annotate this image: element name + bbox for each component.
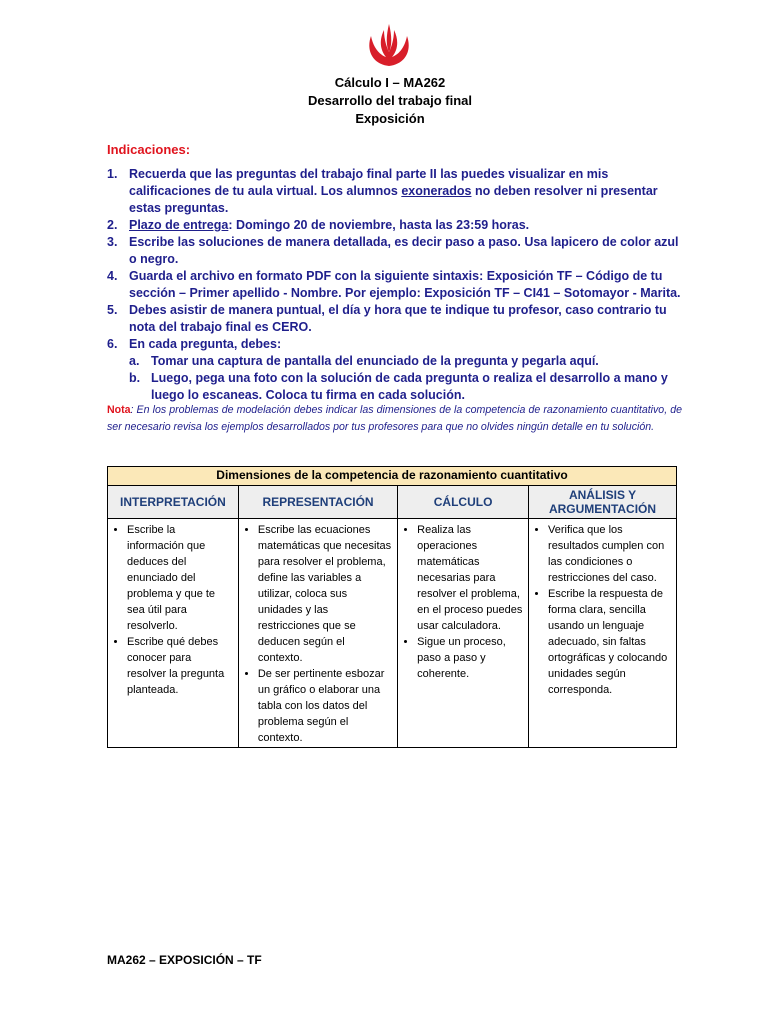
list-item: • Escribe las ecuaciones matemáticas que necesitas para resolver el problema, define las variables a utilizar, coloca sus unidades y las restricciones que se deducen según el contexto. — [258, 522, 392, 666]
list-item: 1. Recuerda que las preguntas del trabajo final parte II las puedes visualizar en mis calificaciones de tu aula virtual. Los alumnos exonerados no deben resolver ni presentar estas preguntas. — [107, 167, 658, 215]
page-footer: MA262 – EXPOSICIÓN – TF — [107, 953, 262, 967]
list-item: • Escribe qué debes conocer para resolver la pregunta planteada. — [127, 634, 233, 698]
table-cell — [238, 519, 397, 748]
list-item: • De ser pertinente esbozar un gráfico o elaborar una tabla con los datos del problema según el contexto. — [258, 666, 392, 746]
table-header: ANÁLISIS Y ARGUMENTACIÓN — [529, 486, 677, 519]
note-paragraph — [107, 402, 682, 436]
list-subitem: a. Tomar una captura de pantalla del enunciado de la pregunta y pegarla aquí. — [129, 354, 599, 368]
list-item: 4. Guarda el archivo en formato PDF con la siguiente sintaxis: Exposición TF – Código de tu sección – Primer apellido - Nombre. Por ejemplo: Exposición TF – CI41 – Sotomayor - Marita. — [107, 269, 681, 300]
note-text: : En los problemas de modelación debes indicar las dimensiones de la competencia de razonamiento cuantitativo, de ser necesario revisa los ejemplos desarrollados por tus profesores para que no olvides ningún detalle en tu solución. — [107, 404, 682, 433]
list-item: • Realiza las operaciones matemáticas necesarias para resolver el problema, en el proceso puedes usar calculadora. — [417, 522, 523, 634]
list-item: • Escribe la respuesta de forma clara, sencilla usando un lenguaje adecuado, sin faltas ortográficas y colocando unidades según corresponda. — [548, 586, 671, 698]
instructions-list — [107, 166, 682, 404]
indicaciones-heading: Indicaciones: — [107, 142, 191, 157]
list-item: • Sigue un proceso, paso a paso y coherente. — [417, 634, 523, 682]
title-exposition: Exposición — [355, 111, 425, 126]
list-item: • Verifica que los resultados cumplen con las condiciones o restricciones del caso. — [548, 522, 671, 586]
table-title: Dimensiones de la competencia de razonamiento cuantitativo — [108, 467, 677, 486]
list-subitem: b. Luego, pega una foto con la solución de cada pregunta o realiza el desarrollo a mano y luego lo escaneas. Coloca tu firma en cada solución. — [129, 371, 668, 402]
table-cell — [398, 519, 529, 748]
list-item: 5. Debes asistir de manera puntual, el día y hora que te indique tu profesor, caso contrario tu nota del trabajo final es CERO. — [107, 303, 667, 334]
table-header: INTERPRETACIÓN — [108, 486, 239, 519]
table-header: CÁLCULO — [398, 486, 529, 519]
list-item: 6. En cada pregunta, debes: — [107, 337, 282, 351]
list-item: 3. Escribe las soluciones de manera detallada, es decir paso a paso. Usa lapicero de color azul o negro. — [107, 235, 679, 266]
list-item: • Escribe la información que deduces del enunciado del problema y que te sea útil para resolverlo. — [127, 522, 233, 634]
note-label: Nota — [107, 404, 131, 416]
document-titles — [0, 74, 768, 128]
title-course: Cálculo I – MA262 — [334, 75, 446, 90]
title-work: Desarrollo del trabajo final — [308, 93, 472, 108]
upc-flame-logo-icon — [364, 22, 414, 68]
competency-dimensions-table — [107, 466, 677, 748]
table-header: REPRESENTACIÓN — [238, 486, 397, 519]
table-cell — [108, 519, 239, 748]
table-cell — [529, 519, 677, 748]
list-item: 2. Plazo de entrega: Domingo 20 de noviembre, hasta las 23:59 horas. — [107, 218, 530, 232]
